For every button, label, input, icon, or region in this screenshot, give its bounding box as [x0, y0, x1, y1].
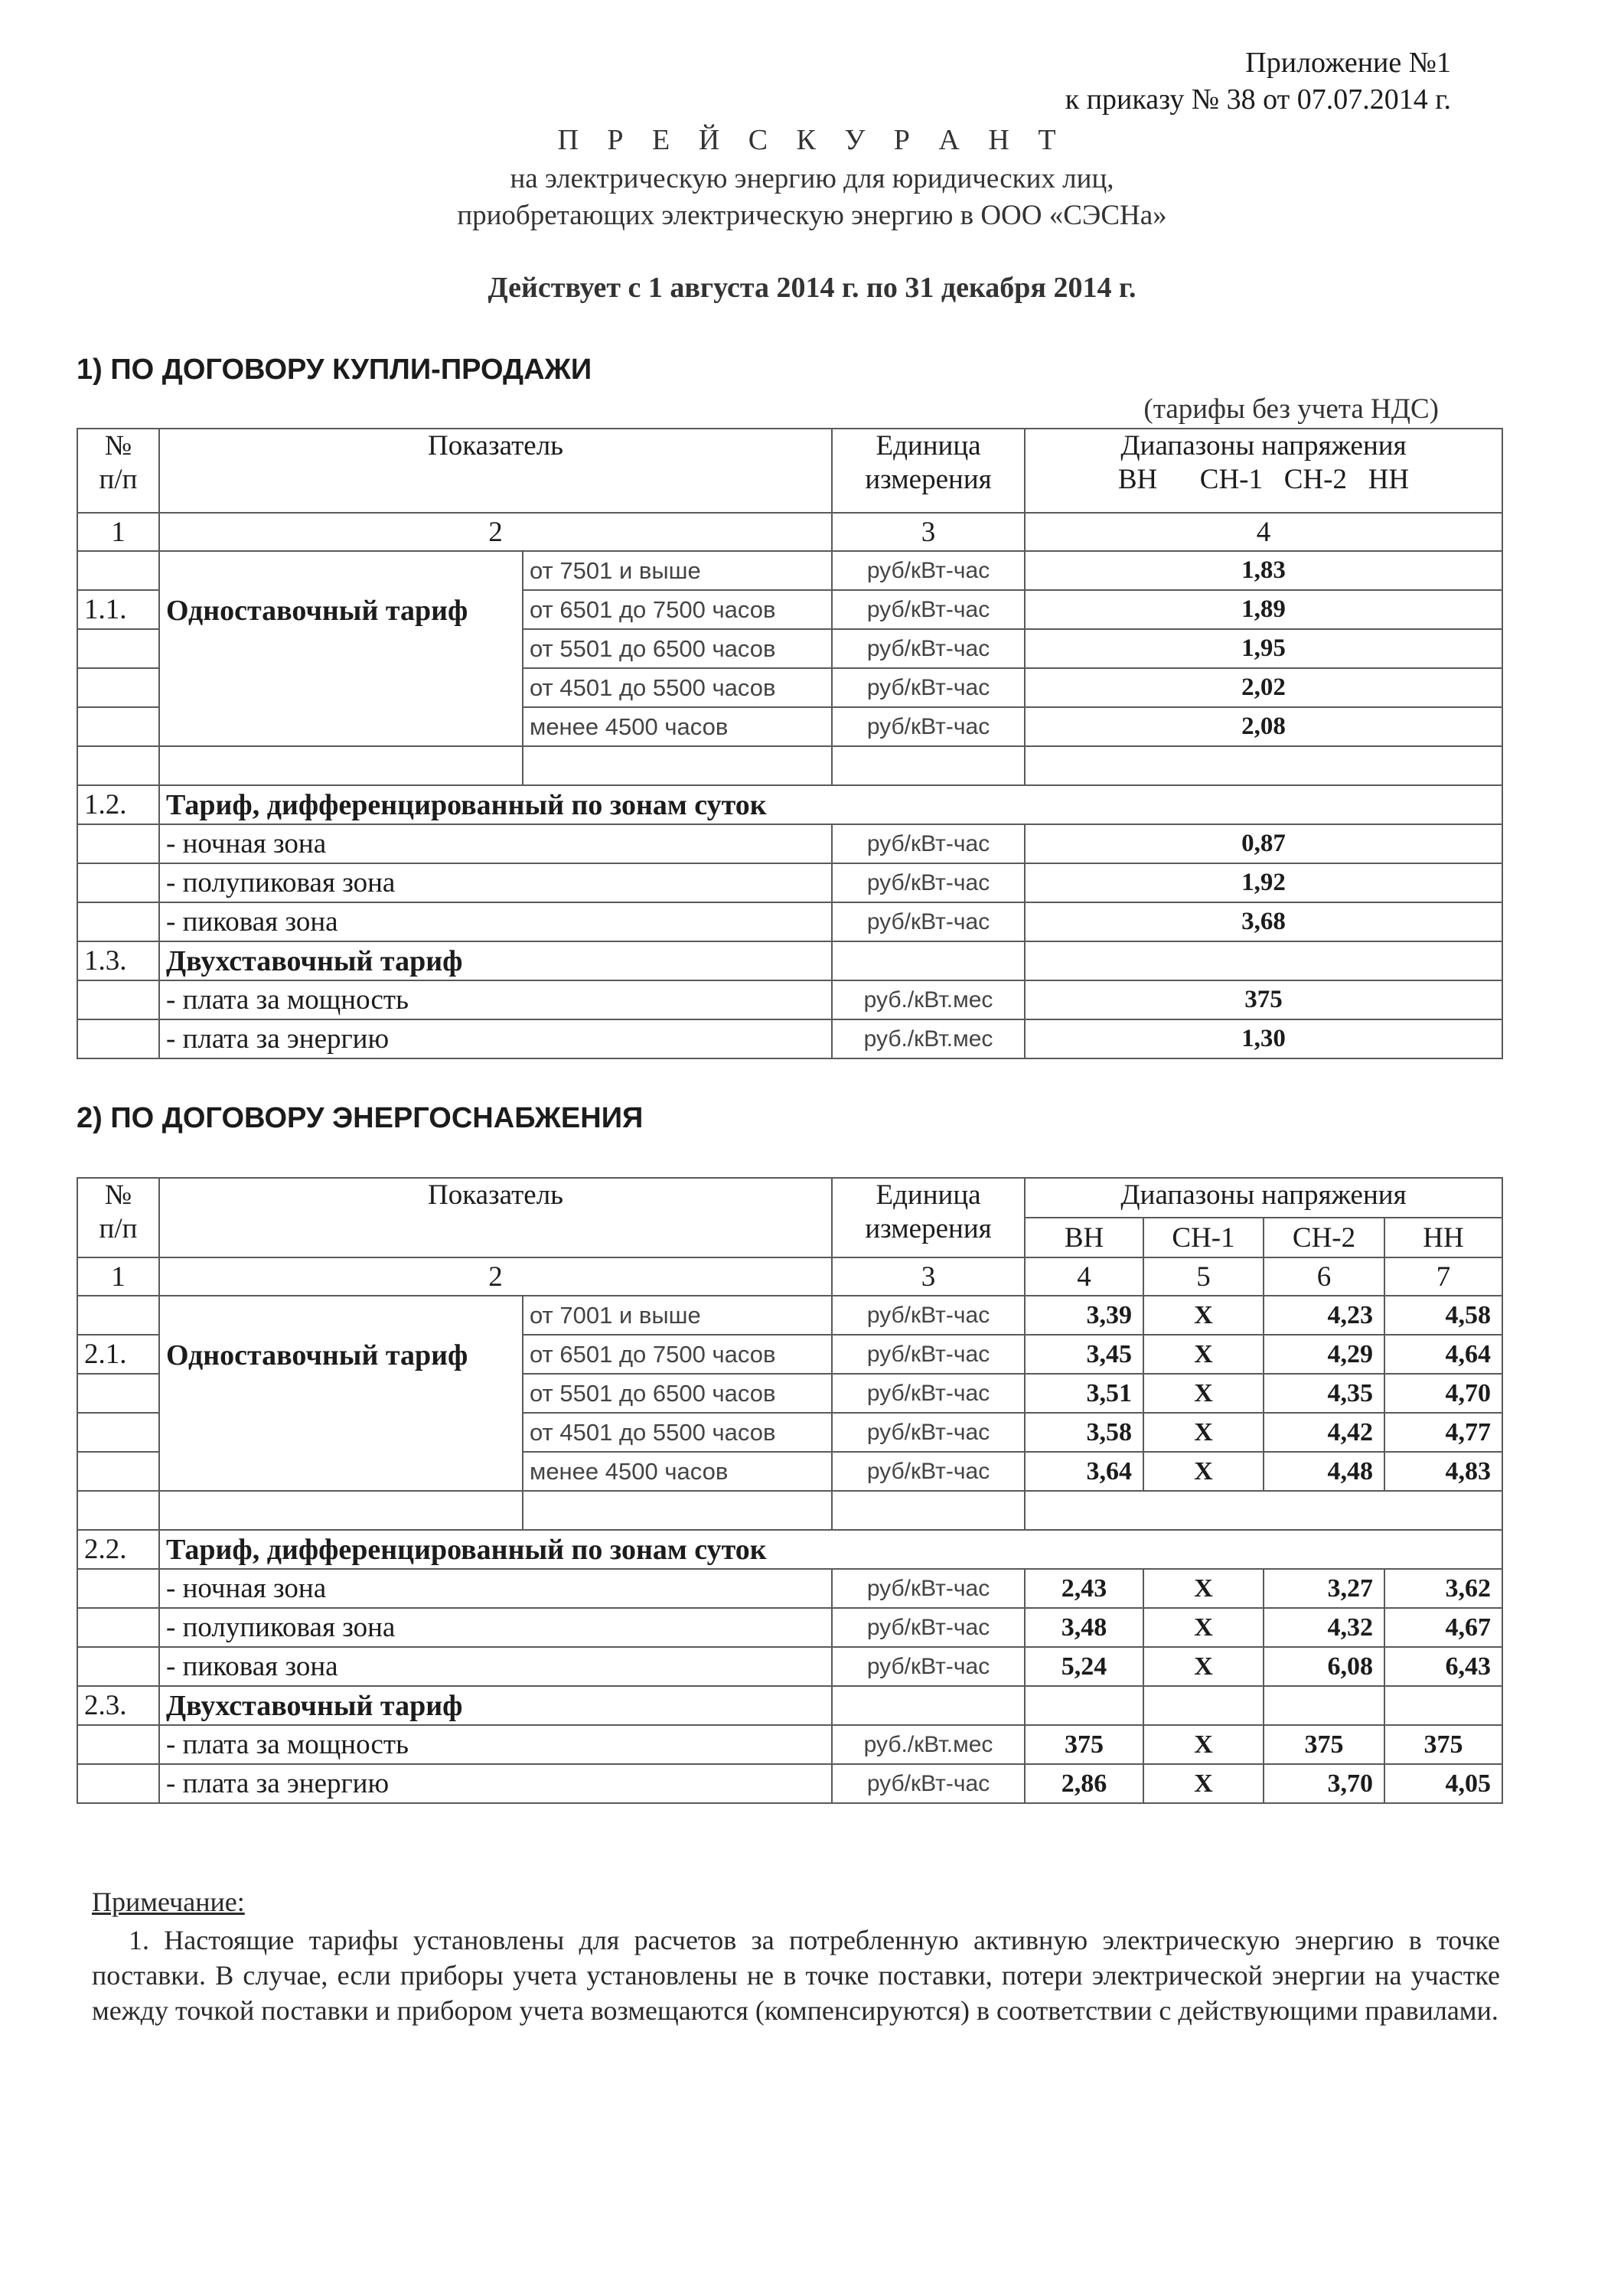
table-row: - полупиковая зона руб/кВт-час 3,48 X 4,32 4,67: [77, 1608, 1502, 1647]
section1-title: 1) ПО ДОГОВОРУ КУПЛИ-ПРОДАЖИ: [77, 354, 592, 386]
index-row: 1 2 3 4: [77, 513, 1502, 551]
table-row: 2.1. от 6501 до 7500 часов руб/кВт-час 3,45 X 4,29 4,64: [77, 1335, 1502, 1374]
table-row: от 4501 до 5500 часов руб/кВт-час 2,02: [77, 668, 1502, 707]
tariff-table-supply: [77, 1177, 1503, 1804]
table-row: Одноставочный тариф от 7001 и выше руб/кВт-час 3,39 X 4,23 4,58: [77, 1296, 1502, 1335]
two-rate-label: Двухставочный тариф: [159, 1686, 832, 1725]
table-row: - полупиковая зона руб/кВт-час 1,92: [77, 863, 1502, 902]
col-indicator-header: Показатель: [159, 1178, 832, 1257]
col-ranges-header: Диапазоны напряжения: [1025, 1178, 1502, 1218]
table-row: 1.2. Тариф, дифференцированный по зонам суток: [77, 785, 1502, 824]
note-title: Примечание:: [92, 1887, 245, 1917]
order-reference: к приказу № 38 от 07.07.2014 г.: [1065, 83, 1451, 116]
table-row: менее 4500 часов руб/кВт-час 2,08: [77, 707, 1502, 746]
col-number-header: № п/п: [77, 1178, 159, 1257]
table-row-empty: [77, 1491, 1502, 1530]
table-row: менее 4500 часов руб/кВт-час 3,64 X 4,48 4,83: [77, 1452, 1502, 1491]
table-row: - пиковая зона руб/кВт-час 5,24 X 6,08 6,43: [77, 1647, 1502, 1686]
table-row: - плата за мощность руб./кВт.мес 375 X 375 375: [77, 1725, 1502, 1764]
index-row: 1 2 3 4 5 6 7: [77, 1257, 1502, 1296]
vat-note: (тарифы без учета НДС): [1143, 393, 1439, 425]
table-row: от 4501 до 5500 часов руб/кВт-час 3,58 X 4,42 4,77: [77, 1413, 1502, 1452]
table-row: 1.3. Двухставочный тариф: [77, 941, 1502, 980]
single-rate-label: Одноставочный тариф: [159, 1296, 523, 1374]
table-row: Одноставочный тариф от 7501 и выше руб/кВт-час 1,83: [77, 551, 1502, 590]
col-indicator-header: Показатель: [159, 429, 832, 513]
table-row: - ночная зона руб/кВт-час 0,87: [77, 824, 1502, 863]
col-unit-header: Единица измерения: [832, 429, 1025, 513]
table-row: 2.2. Тариф, дифференцированный по зонам суток: [77, 1530, 1502, 1569]
table-row-empty: [77, 746, 1502, 785]
table-row: - пиковая зона руб/кВт-час 3,68: [77, 902, 1502, 941]
col-ranges-header: Диапазоны напряжения ВН СН-1 СН-2 НН: [1025, 429, 1502, 513]
table-row: 1.1. от 6501 до 7500 часов руб/кВт-час 1,89: [77, 590, 1502, 629]
table-header-row: [77, 429, 1502, 513]
validity-period: Действует с 1 августа 2014 г. по 31 декабря 2014 г.: [488, 272, 1136, 304]
table-row: от 5501 до 6500 часов руб/кВт-час 1,95: [77, 629, 1502, 668]
zone-tariff-label: Тариф, дифференцированный по зонам суток: [159, 785, 1502, 824]
table-header-row: [77, 1178, 1502, 1218]
table-row: - ночная зона руб/кВт-час 2,43 X 3,27 3,62: [77, 1569, 1502, 1608]
voltage-subheader-row: ВН СН-1 СН-2 НН: [77, 1218, 1502, 1257]
section2-title: 2) ПО ДОГОВОРУ ЭНЕРГОСНАБЖЕНИЯ: [77, 1102, 644, 1134]
table-row: от 5501 до 6500 часов руб/кВт-час 3,51 X 4,35 4,70: [77, 1374, 1502, 1413]
single-rate-label: Одноставочный тариф: [159, 551, 523, 629]
col-number-header: № п/п: [77, 429, 159, 513]
row-number: 1.1.: [77, 590, 159, 629]
table-row: - плата за мощность руб./кВт.мес 375: [77, 980, 1502, 1019]
appendix-label: Приложение №1: [1245, 47, 1451, 79]
col-unit-header: Единица измерения: [832, 1178, 1025, 1257]
zone-tariff-label: Тариф, дифференцированный по зонам суток: [159, 1530, 1502, 1569]
subtitle-line-1: на электрическую энергию для юридических лиц,: [510, 163, 1114, 194]
table-row: - плата за энергию руб/кВт-час 2,86 X 3,70 4,05: [77, 1764, 1502, 1803]
document-title: П Р Е Й С К У Р А Н Т: [557, 124, 1067, 156]
subtitle-line-2: приобретающих электрическую энергию в ООО «СЭСНа»: [457, 200, 1167, 231]
table-row: - плата за энергию руб./кВт.мес 1,30: [77, 1019, 1502, 1058]
note-text: 1. Настоящие тарифы установлены для расчетов за потребленную активную электрическую энергию в точке поставки. В случае, если приборы учета установлены не в точке поставки, потери электрической энергии на участке между точкой поставки и прибором учета возмещаются (компенсируются) в соответствии с действующими правилами.: [92, 1925, 1500, 2026]
table-row: 2.3. Двухставочный тариф: [77, 1686, 1502, 1725]
tariff-table-purchase: [77, 428, 1503, 1059]
two-rate-label: Двухставочный тариф: [159, 941, 832, 980]
